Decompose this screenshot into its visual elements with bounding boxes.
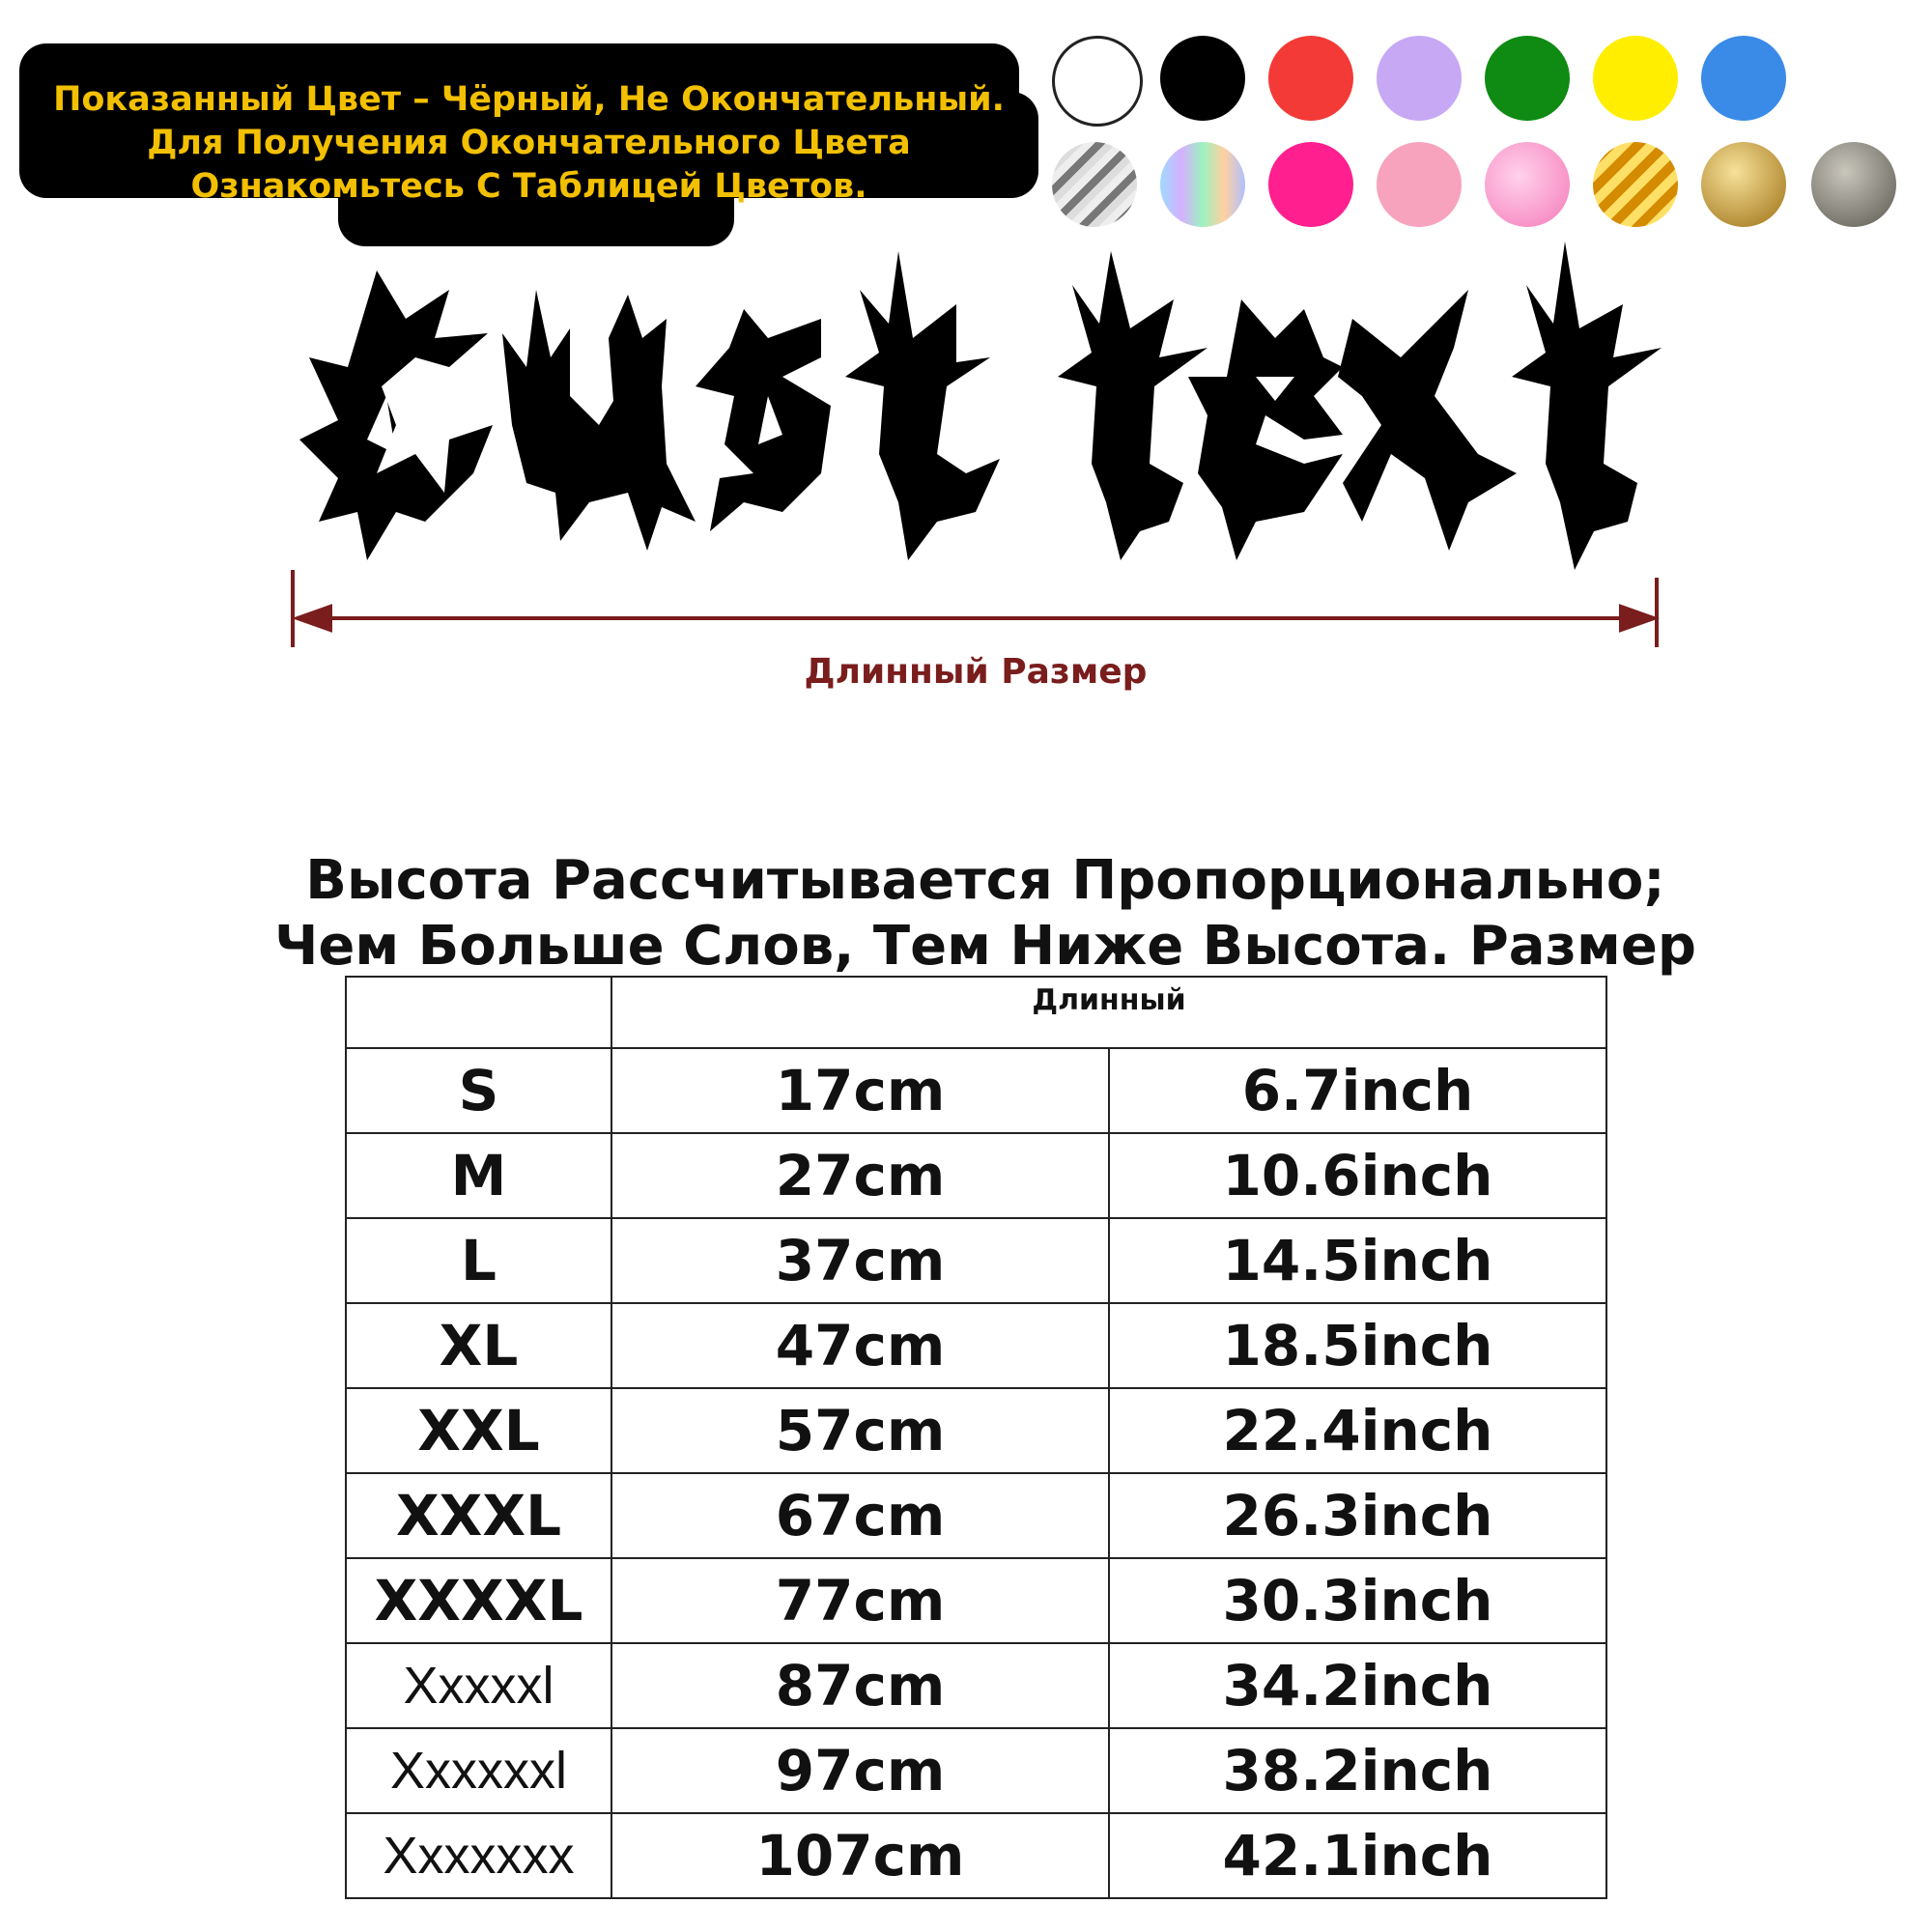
swatch-red[interactable]	[1268, 36, 1353, 121]
size-cell: XXL	[346, 1388, 611, 1473]
length-inch-cell: 26.3inch	[1109, 1473, 1606, 1558]
length-cm-cell: 37cm	[611, 1218, 1109, 1303]
custom-text-logo	[280, 232, 1671, 580]
size-table	[345, 976, 1607, 1899]
swatch-light-pink[interactable]	[1377, 142, 1462, 227]
table-row	[346, 1388, 1606, 1473]
table-header-row	[346, 977, 1606, 1048]
swatch-black[interactable]	[1160, 36, 1245, 121]
swatch-chrome-gold[interactable]	[1593, 142, 1678, 227]
table-row	[346, 1048, 1606, 1133]
size-cell: S	[346, 1048, 611, 1133]
swatch-metallic-gold[interactable]	[1701, 142, 1786, 227]
height-note-headline	[213, 848, 1758, 980]
swatch-holographic[interactable]	[1160, 142, 1245, 227]
table-row	[346, 1813, 1606, 1898]
length-dimension-arrow	[290, 570, 1662, 647]
length-cm-cell: 17cm	[611, 1048, 1109, 1133]
table-row	[346, 1643, 1606, 1728]
table-row	[346, 1303, 1606, 1388]
length-cm-cell: 87cm	[611, 1643, 1109, 1728]
table-row	[346, 1218, 1606, 1303]
swatch-metallic-gray[interactable]	[1811, 142, 1896, 227]
size-cell: XL	[346, 1303, 611, 1388]
header-size-cell	[346, 977, 611, 1048]
length-inch-cell: 38.2inch	[1109, 1728, 1606, 1813]
size-cell: L	[346, 1218, 611, 1303]
length-cm-cell: 27cm	[611, 1133, 1109, 1218]
length-dimension-label: Длинный Размер	[804, 652, 1148, 692]
length-inch-cell: 6.7inch	[1109, 1048, 1606, 1133]
length-inch-cell: 22.4inch	[1109, 1388, 1606, 1473]
notice-line-2: Для Получения Окончательного Цвета	[147, 124, 911, 162]
length-cm-cell: 77cm	[611, 1558, 1109, 1643]
length-inch-cell: 14.5inch	[1109, 1218, 1606, 1303]
length-inch-cell: 10.6inch	[1109, 1133, 1606, 1218]
length-inch-cell: 34.2inch	[1109, 1643, 1606, 1728]
length-cm-cell: 67cm	[611, 1473, 1109, 1558]
length-cm-cell: 107cm	[611, 1813, 1109, 1898]
table-row	[346, 1133, 1606, 1218]
size-cell: XXXL	[346, 1473, 611, 1558]
table-row	[346, 1728, 1606, 1813]
headline-line-1: Высота Рассчитывается Пропорционально;	[305, 849, 1665, 912]
size-cell: M	[346, 1133, 611, 1218]
length-inch-cell: 42.1inch	[1109, 1813, 1606, 1898]
swatch-yellow[interactable]	[1593, 36, 1678, 121]
swatch-hot-pink[interactable]	[1268, 142, 1353, 227]
swatch-white[interactable]	[1052, 36, 1143, 127]
size-cell: Xxxxxxx	[346, 1813, 611, 1898]
notice-line-1: Показанный Цвет – Чёрный, Не Окончательный.	[53, 80, 1005, 119]
length-cm-cell: 57cm	[611, 1388, 1109, 1473]
swatch-glitter-pink[interactable]	[1485, 142, 1570, 227]
notice-line-3: Ознакомьтесь С Таблицей Цветов.	[190, 167, 867, 206]
size-cell: Xxxxxxl	[346, 1728, 611, 1813]
swatch-chrome-silver[interactable]	[1052, 142, 1137, 227]
swatch-lavender[interactable]	[1377, 36, 1462, 121]
length-inch-cell: 30.3inch	[1109, 1558, 1606, 1643]
headline-line-2: Чем Больше Слов, Тем Ниже Высота. Размер	[274, 915, 1696, 978]
size-cell: Xxxxxl	[346, 1643, 611, 1728]
color-swatch-grid	[1048, 31, 1918, 234]
size-cell: XXXXL	[346, 1558, 611, 1643]
length-inch-cell: 18.5inch	[1109, 1303, 1606, 1388]
length-cm-cell: 97cm	[611, 1728, 1109, 1813]
swatch-green[interactable]	[1485, 36, 1570, 121]
color-notice-banner	[19, 43, 1038, 246]
table-row	[346, 1473, 1606, 1558]
header-long-label: Длинный	[611, 977, 1606, 1048]
table-row	[346, 1558, 1606, 1643]
swatch-blue[interactable]	[1701, 36, 1786, 121]
length-cm-cell: 47cm	[611, 1303, 1109, 1388]
